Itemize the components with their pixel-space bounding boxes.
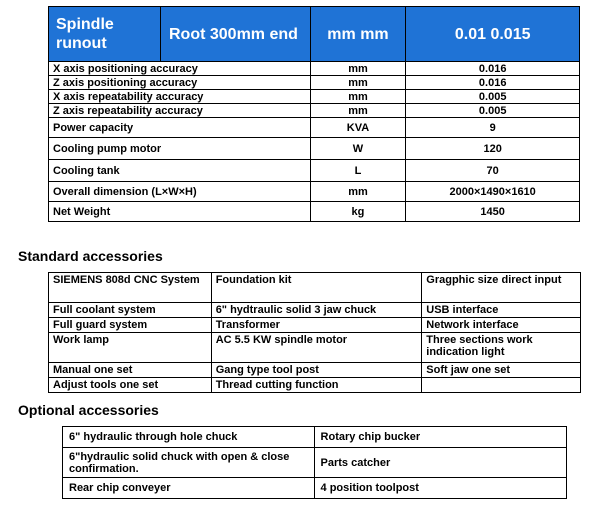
spec-unit: mm xyxy=(310,62,406,76)
accessory-cell: Rear chip conveyer xyxy=(63,478,315,499)
spec-row xyxy=(49,90,580,104)
accessory-cell xyxy=(422,378,581,393)
table-row xyxy=(49,378,581,393)
runout-unit: mm mm xyxy=(310,7,406,62)
spec-header-row xyxy=(49,7,580,62)
spec-name: Cooling pump motor xyxy=(49,138,311,160)
accessory-cell: Gragphic size direct input xyxy=(422,273,581,303)
spec-unit: mm xyxy=(310,182,406,202)
accessory-cell: Gang type tool post xyxy=(211,363,422,378)
spec-name: Z axis repeatability accuracy xyxy=(49,104,311,118)
table-row xyxy=(49,363,581,378)
accessory-cell: USB interface xyxy=(422,303,581,318)
spec-unit: mm xyxy=(310,90,406,104)
spec-row xyxy=(49,138,580,160)
spec-row xyxy=(49,160,580,182)
runout-position-label: Root 300mm end xyxy=(169,25,298,43)
accessory-cell: Network interface xyxy=(422,318,581,333)
table-row xyxy=(49,318,581,333)
accessory-cell: 6"hydraulic solid chuck with open & close confirmation. xyxy=(63,448,315,478)
standard-accessories-table xyxy=(48,272,581,393)
spec-unit: mm xyxy=(310,104,406,118)
accessory-cell: Thread cutting function xyxy=(211,378,422,393)
accessory-cell: Foundation kit xyxy=(211,273,422,303)
spec-value: 70 xyxy=(406,160,580,182)
table-row xyxy=(63,448,567,478)
spec-name: Z axis positioning accuracy xyxy=(49,76,311,90)
runout-value: 0.01 0.015 xyxy=(406,7,580,62)
optional-accessories-heading: Optional accessories xyxy=(18,402,159,418)
spec-unit: W xyxy=(310,138,406,160)
spindle-runout-label: Spindle runout xyxy=(49,7,161,61)
optional-accessories-table xyxy=(62,426,567,499)
spec-row xyxy=(49,76,580,90)
accessory-cell: Rotary chip bucker xyxy=(314,427,566,448)
spec-row xyxy=(49,104,580,118)
accessory-cell: Full coolant system xyxy=(49,303,212,318)
accessory-cell: Three sections work indication light xyxy=(422,333,581,363)
spec-name: Cooling tank xyxy=(49,160,311,182)
accessory-cell: Soft jaw one set xyxy=(422,363,581,378)
spec-value: 0.005 xyxy=(406,90,580,104)
accessory-cell: Work lamp xyxy=(49,333,212,363)
spec-row xyxy=(49,182,580,202)
accessory-cell: 6" hydraulic through hole chuck xyxy=(63,427,315,448)
spec-value: 1450 xyxy=(406,202,580,222)
spec-name: Net Weight xyxy=(49,202,311,222)
table-row xyxy=(49,333,581,363)
accessory-cell: Parts catcher xyxy=(314,448,566,478)
accessory-cell: Adjust tools one set xyxy=(49,378,212,393)
spec-name: X axis positioning accuracy xyxy=(49,62,311,76)
accessory-cell: AC 5.5 KW spindle motor xyxy=(211,333,422,363)
spec-value: 2000×1490×1610 xyxy=(406,182,580,202)
accessory-cell: Manual one set xyxy=(49,363,212,378)
spec-value: 9 xyxy=(406,118,580,138)
spec-unit: mm xyxy=(310,76,406,90)
spec-unit: KVA xyxy=(310,118,406,138)
spec-value: 0.016 xyxy=(406,62,580,76)
accessory-cell: Transformer xyxy=(211,318,422,333)
table-row xyxy=(49,273,581,303)
accessory-cell: Full guard system xyxy=(49,318,212,333)
table-row xyxy=(63,478,567,499)
standard-accessories-heading: Standard accessories xyxy=(18,248,163,264)
spec-value: 0.005 xyxy=(406,104,580,118)
spec-unit: kg xyxy=(310,202,406,222)
spec-name: Overall dimension (L×W×H) xyxy=(49,182,311,202)
spec-table xyxy=(48,6,580,222)
spec-row xyxy=(49,202,580,222)
spec-value: 0.016 xyxy=(406,76,580,90)
table-row xyxy=(49,303,581,318)
spec-value: 120 xyxy=(406,138,580,160)
accessory-cell: 6" hydtraulic solid 3 jaw chuck xyxy=(211,303,422,318)
spec-row xyxy=(49,118,580,138)
spec-name: X axis repeatability accuracy xyxy=(49,90,311,104)
accessory-cell: 4 position toolpost xyxy=(314,478,566,499)
accessory-cell: SIEMENS 808d CNC System xyxy=(49,273,212,303)
spec-row xyxy=(49,62,580,76)
spec-name: Power capacity xyxy=(49,118,311,138)
spec-unit: L xyxy=(310,160,406,182)
table-row xyxy=(63,427,567,448)
